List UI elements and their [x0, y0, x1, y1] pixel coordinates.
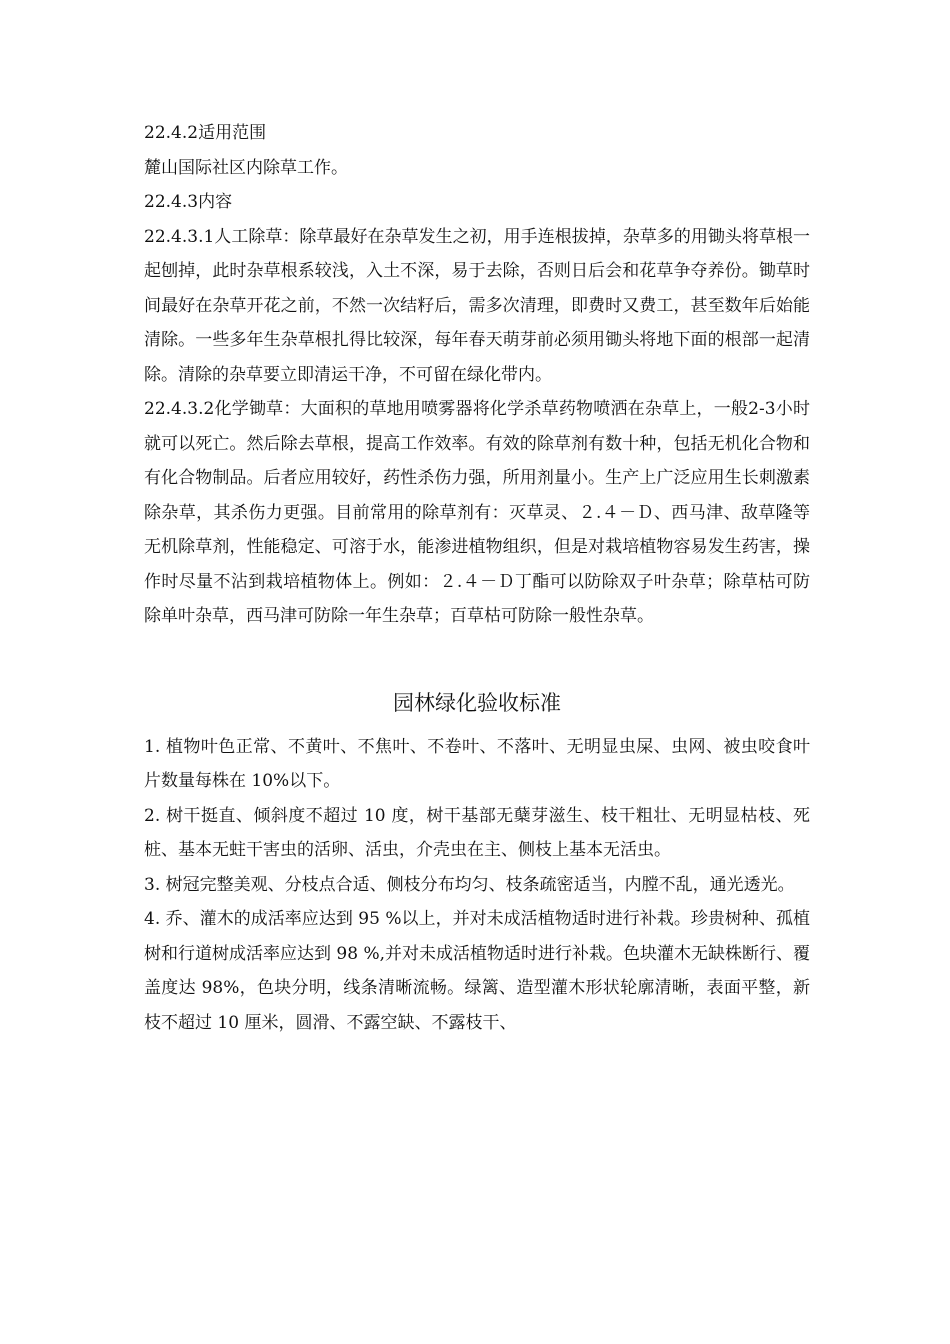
document-body [144, 116, 810, 1040]
list-item: 1. 植物叶色正常、不黄叶、不焦叶、不卷叶、不落叶、无明显虫屎、虫网、被虫咬食叶片数量每株在 10%以下。 [144, 736, 810, 791]
scope-heading: 22.4.2适用范围 [144, 123, 267, 143]
chemical-weeding-paragraph: 22.4.3.2化学锄草：大面积的草地用喷雾器将化学杀草药物喷洒在杂草上，一般2-3小时就可以死亡。然后除去草根，提高工作效率。有效的除草剂有数十种，包括无机化合物和有化合物制品。后者应用较好，药性杀伤力强，所用剂量小。生产上广泛应用生长刺激素除杂草，其杀伤力更强。目前常用的除草剂有：灭草灵、２.４－Ｄ、西马津、敌草隆等无机除草剂，性能稳定、可溶于水，能渗进植物组织，但是对栽培植物容易发生药害，操作时尽量不沾到栽培植物体上。例如：２.４－Ｄ丁酯可以防除双子叶杂草；除草枯可防除单叶杂草，西马津可防除一年生杂草；百草枯可防除一般性杂草。 [144, 399, 810, 626]
content-heading: 22.4.3内容 [144, 192, 233, 212]
list-item: 4. 乔、灌木的成活率应达到 95 %以上，并对未成活植物适时进行补栽。珍贵树种、孤植树和行道树成活率应达到 98 %,并对未成活植物适时进行补栽。色块灌木无缺株断行、覆盖度达 98%，色块分明，线条清晰流畅。绿篱、造型灌木形状轮廓清晰，表面平整，新枝不超过 10 厘米，圆滑、不露空缺、不露枝干、 [144, 909, 810, 1033]
manual-weeding-paragraph: 22.4.3.1人工除草：除草最好在杂草发生之初，用手连根拔掉，杂草多的用锄头将草根一起刨掉，此时杂草根系较浅，入土不深，易于去除，否则日后会和花草争夺养份。锄草时间最好在杂草开花之前，不然一次结籽后，需多次清理，即费时又费工，甚至数年后始能清除。一些多年生杂草根扎得比较深，每年春天萌芽前必须用锄头将地下面的根部一起清除。清除的杂草要立即清运干净，不可留在绿化带内。 [144, 226, 810, 385]
acceptance-list [144, 730, 810, 1041]
scope-text: 麓山国际社区内除草工作。 [144, 157, 348, 178]
list-item: 2. 树干挺直、倾斜度不超过 10 度，树干基部无蘖芽滋生、枝干粗壮、无明显枯枝、死桩、基本无蛀干害虫的活卵、活虫，介壳虫在主、侧枝上基本无活虫。 [144, 805, 810, 860]
list-item: 3. 树冠完整美观、分枝点合适、侧枝分布均匀、枝条疏密适当，内膛不乱，通光透光。 [144, 874, 795, 895]
acceptance-title: 园林绿化验收标准 [393, 690, 561, 715]
